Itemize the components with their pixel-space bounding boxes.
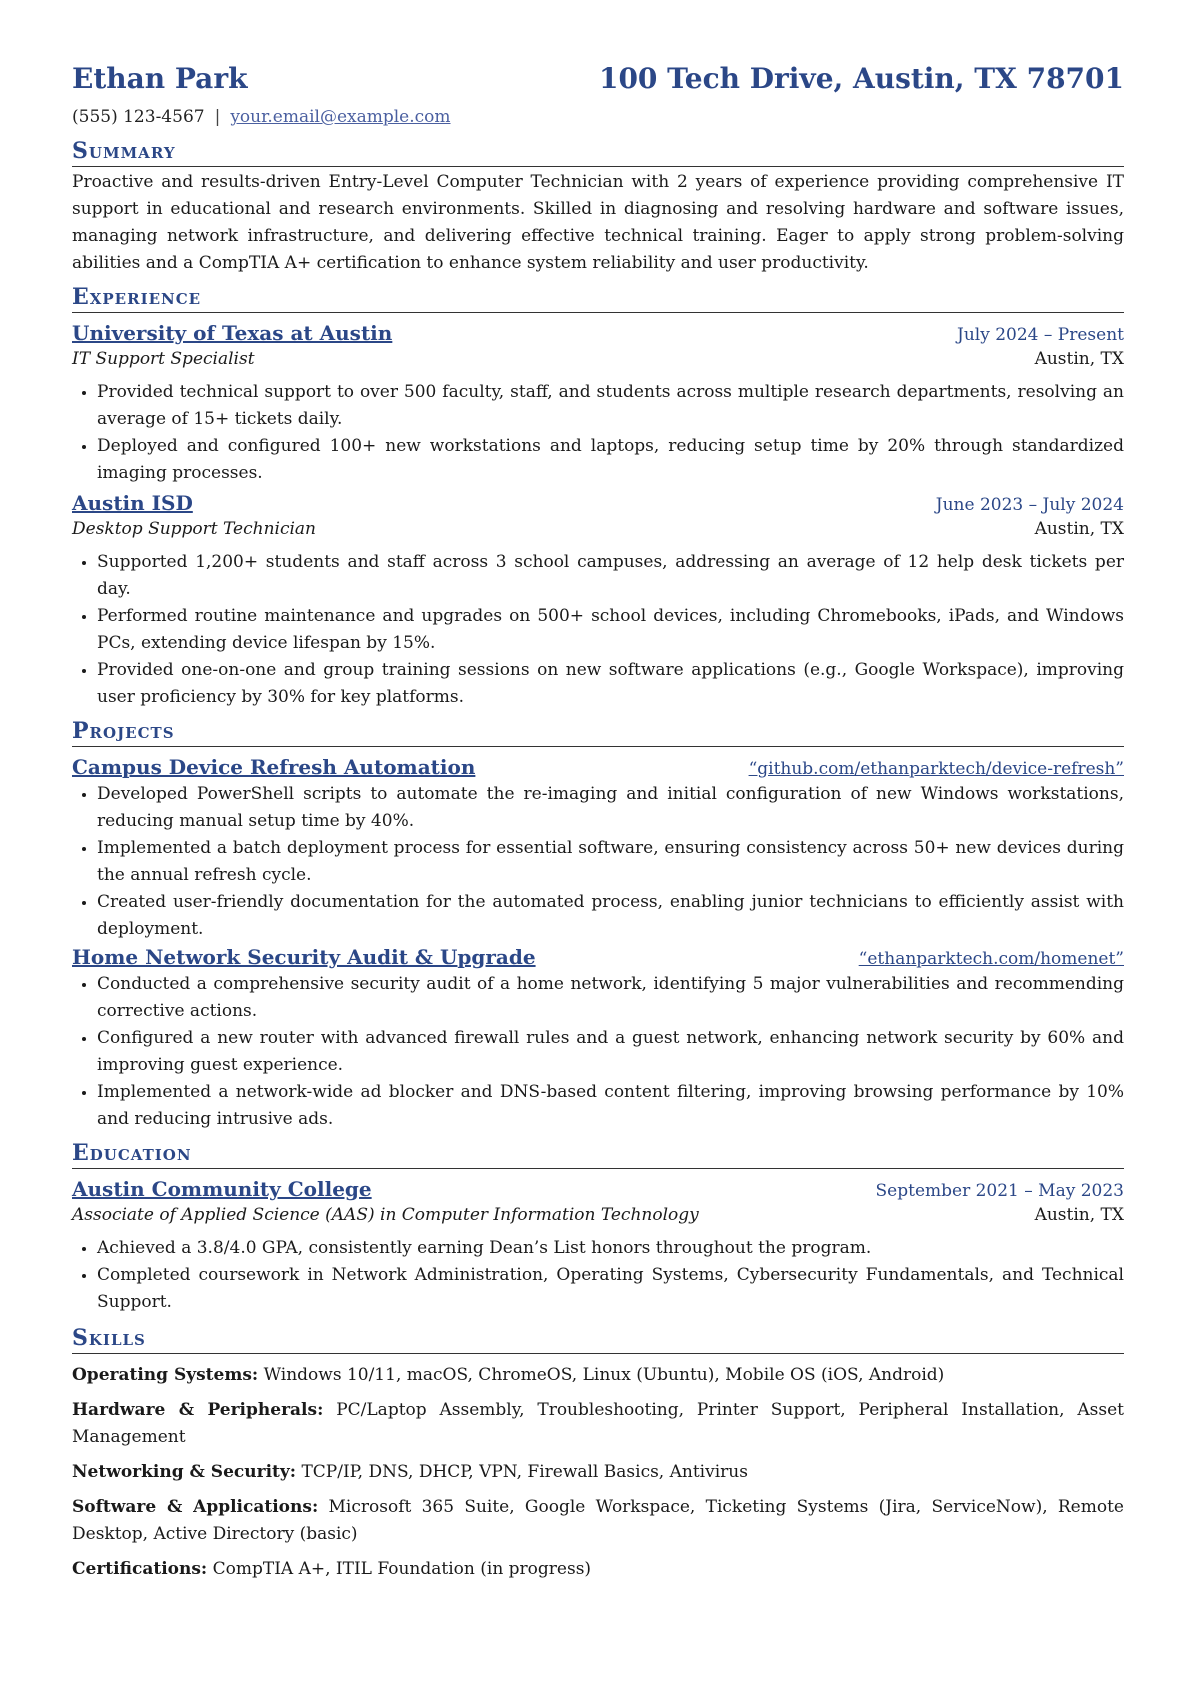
skill-row	[72, 1397, 1124, 1451]
bullet-item: • Provided one-on-one and group training sessions on new software applications (e.g., Google Workspace), improving user proficiency by 30% for key platforms.	[97, 657, 1124, 711]
project-entry	[72, 945, 1124, 1133]
bullet-item: • Created user-friendly documentation for the automated process, enabling junior technicians to efficiently assist with deployment.	[97, 889, 1124, 943]
bullet-item: • Developed PowerShell scripts to automate the re-imaging and initial configuration of new Windows workstations, reducing manual setup time by 40%.	[97, 781, 1124, 835]
skill-row	[72, 1362, 1124, 1389]
skill-label: Operating Systems:	[72, 1365, 259, 1385]
bullet-list	[72, 971, 1124, 1133]
resume-content	[72, 62, 1124, 1583]
section-title-experience: Experience	[72, 283, 1124, 313]
bullet-list	[72, 549, 1124, 711]
experience-entry	[72, 491, 1124, 711]
bullet-list	[72, 1235, 1124, 1316]
section-title-skills: Skills	[72, 1324, 1124, 1354]
bullet-item: • Achieved a 3.8/4.0 GPA, consistently earning Dean’s List honors throughout the program.	[97, 1235, 1124, 1262]
bullet-item: • Supported 1,200+ students and staff across 3 school campuses, addressing an average of 12 help desk tickets per day.	[97, 549, 1124, 603]
bullet-item: • Performed routine maintenance and upgrades on 500+ school devices, including Chromebooks, iPads, and Windows PCs, extending device lifespan by 15%.	[97, 603, 1124, 657]
skill-value: PC/Laptop Assembly, Troubleshooting, Printer Support, Peripheral Installation, Asset Management	[72, 1400, 1124, 1447]
skill-row	[72, 1494, 1124, 1548]
bullet-item: • Deployed and configured 100+ new workstations and laptops, reducing setup time by 20% through standardized imaging processes.	[97, 433, 1124, 487]
skill-row	[72, 1556, 1124, 1583]
bullet-list	[72, 379, 1124, 487]
bullet-list	[72, 781, 1124, 943]
school-link[interactable]: Austin Community College	[72, 1177, 372, 1201]
experience-entry	[72, 321, 1124, 487]
project-name-link[interactable]: Home Network Security Audit & Upgrade	[72, 945, 536, 969]
project-url-link[interactable]: “ethanparktech.com/homenet”	[858, 949, 1124, 969]
degree-title: Associate of Applied Science (AAS) in Computer Information Technology	[72, 1205, 699, 1225]
skill-label: Certifications:	[72, 1559, 208, 1579]
education-dates: September 2021 – May 2023	[875, 1181, 1124, 1201]
bullet-item: • Completed coursework in Network Administration, Operating Systems, Cybersecurity Fundamentals, and Technical Support.	[97, 1262, 1124, 1316]
skill-value: Windows 10/11, macOS, ChromeOS, Linux (Ubuntu), Mobile OS (iOS, Android)	[263, 1365, 945, 1385]
contact-line	[72, 107, 1124, 127]
candidate-address: 100 Tech Drive, Austin, TX 78701	[598, 62, 1124, 95]
employer-link[interactable]: Austin ISD	[72, 491, 193, 515]
project-entry	[72, 755, 1124, 943]
employment-dates: July 2024 – Present	[957, 325, 1124, 345]
school-location: Austin, TX	[1034, 1205, 1124, 1225]
skill-value: CompTIA A+, ITIL Foundation (in progress)	[212, 1559, 592, 1579]
email-link[interactable]: your.email@example.com	[230, 107, 451, 127]
bullet-item: • Implemented a network-wide ad blocker and DNS-based content filtering, improving browsing performance by 10% and reducing intrusive ads.	[97, 1079, 1124, 1133]
job-title: Desktop Support Technician	[72, 519, 317, 539]
skill-value: TCP/IP, DNS, DHCP, VPN, Firewall Basics, Antivirus	[301, 1462, 748, 1482]
section-title-summary: Summary	[72, 137, 1124, 167]
bullet-item: • Conducted a comprehensive security audit of a home network, identifying 5 major vulnerabilities and recommending corrective actions.	[97, 971, 1124, 1025]
skill-row	[72, 1459, 1124, 1486]
skill-value: Microsoft 365 Suite, Google Workspace, Ticketing Systems (Jira, ServiceNow), Remote Desktop, Active Directory (basic)	[72, 1497, 1124, 1544]
employment-dates: June 2023 – July 2024	[935, 495, 1124, 515]
skill-label: Software & Applications:	[72, 1497, 319, 1517]
skill-label: Hardware & Peripherals:	[72, 1400, 324, 1420]
resume-header	[72, 62, 1124, 95]
bullet-item: • Configured a new router with advanced firewall rules and a guest network, enhancing network security by 60% and improving guest experience.	[97, 1025, 1124, 1079]
project-name-link[interactable]: Campus Device Refresh Automation	[72, 755, 476, 779]
bullet-item: • Implemented a batch deployment process for essential software, ensuring consistency across 50+ new devices during the annual refresh cycle.	[97, 835, 1124, 889]
employer-link[interactable]: University of Texas at Austin	[72, 321, 393, 345]
skill-label: Networking & Security:	[72, 1462, 297, 1482]
job-location: Austin, TX	[1034, 519, 1124, 539]
phone-number: (555) 123-4567	[72, 107, 205, 127]
contact-separator: |	[214, 107, 221, 127]
bullet-item: • Provided technical support to over 500 faculty, staff, and students across multiple research departments, resolving an average of 15+ tickets daily.	[97, 379, 1124, 433]
candidate-name: Ethan Park	[72, 62, 248, 95]
section-title-projects: Projects	[72, 717, 1124, 747]
summary-text: Proactive and results-driven Entry-Level Computer Technician with 2 years of experience providing comprehensive IT support in educational and research environments. Skilled in diagnosing and resolving hardware and software issues, managing network infrastructure, and delivering effective technical training. Eager to apply strong problem-solving abilities and a CompTIA A+ certification to enhance system reliability and user productivity.	[72, 172, 1124, 273]
job-title: IT Support Specialist	[72, 349, 255, 369]
section-title-education: Education	[72, 1139, 1124, 1169]
project-url-link[interactable]: “github.com/ethanparktech/device-refresh”	[748, 759, 1124, 779]
education-entry	[72, 1177, 1124, 1316]
job-location: Austin, TX	[1034, 349, 1124, 369]
